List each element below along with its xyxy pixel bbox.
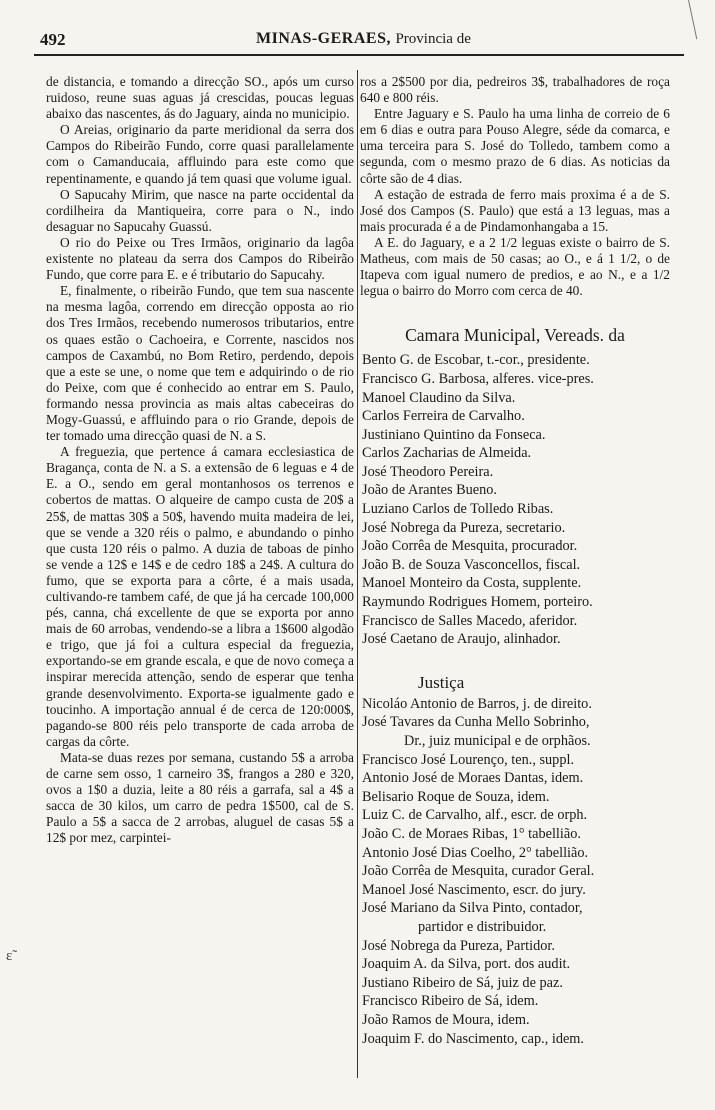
page-number: 492 <box>40 30 66 49</box>
roster-line: Manoel José Nascimento, escr. do jury. <box>362 881 586 898</box>
running-title-rest: Provincia de <box>395 31 471 47</box>
roster-line: José Nobrega da Pureza, secretario. <box>362 519 566 536</box>
edge-mark <box>688 0 698 39</box>
paragraph: A E. do Jaguary, e a 2 1/2 leguas existe o bairro de S. Matheus, com mais de 50 casas; ao O., e á 1 1/2, o de Itapeva com igual numero de predios, e ao N., e a 1/2 legua o bairro do Morro com cerca de 40. <box>360 234 670 299</box>
roster-line: Justiano Ribeiro de Sá, juiz de paz. <box>362 974 563 991</box>
roster-line: João Corrêa de Mesquita, curador Geral. <box>362 863 595 880</box>
roster-line: Joaquim A. da Silva, port. dos audit. <box>362 956 571 973</box>
roster-line: Belisario Roque de Souza, idem. <box>362 788 550 805</box>
paragraph: O rio do Peixe ou Tres Irmãos, originario da lagôa existente no plateau da serra dos Campos do Ribeirão Fundo, que corre para E. e é tributario do Sapucahy. <box>46 234 354 283</box>
roster-line: João C. de Moraes Ribas, 1° tabellião. <box>362 825 581 842</box>
paragraph: O Areias, originario da parte meridional da serra dos Campos do Ribeirão Fundo, corre quasi parallelamente com o Camanducaia, affluindo para este como que repentinamente, e quando já tem quasi que volume igual. <box>46 122 354 186</box>
roster-line: José Mariano da Silva Pinto, contador, <box>362 900 583 917</box>
paragraph: A estação de estrada de ferro mais proxima é a de S. José dos Campos (S. Paulo) que está a 13 leguas, mas a mais procurada é a de Pindamonhangaba a 15. <box>360 186 670 234</box>
roster-line: Manoel Claudino da Silva. <box>362 389 516 406</box>
roster-line: partidor e distribuidor. <box>418 918 547 935</box>
roster-line: João Corrêa de Mesquita, procurador. <box>362 538 578 555</box>
header-rule <box>34 54 684 56</box>
roster-line: Bento G. de Escobar, t.-cor., presidente. <box>362 352 590 369</box>
running-title <box>256 30 471 48</box>
left-column <box>46 74 354 847</box>
paragraph: Entre Jaguary e S. Paulo ha uma linha de correio de 6 em 6 dias e outra para Pouso Alegre, séde da comarca, e uma terceira para S. José do Tolledo, tambem como a segunda, com o mesmo prazo de 6 dias. As noticias da côrte são de 4 dias. <box>360 106 670 186</box>
roster-line: José Nobrega da Pureza, Partidor. <box>362 937 555 954</box>
column-divider <box>357 70 358 1078</box>
roster-line: Antonio José de Moraes Dantas, idem. <box>362 770 584 787</box>
paragraph: O Sapucahy Mirim, que nasce na parte occidental da cordilheira da Mantiqueira, corre para o N., indo desaguar no Sapucahy Guassú. <box>46 186 354 234</box>
running-title-bold: MINAS-GERAES, <box>256 30 391 47</box>
roster-line: Francisco G. Barbosa, alferes. vice-pres. <box>362 370 594 387</box>
margin-mark: ɛ̃ <box>6 948 13 964</box>
camara-roster <box>360 351 670 649</box>
roster-line: Francisco Ribeiro de Sá, idem. <box>362 993 539 1010</box>
roster-line: Francisco José Lourenço, ten., suppl. <box>362 751 575 768</box>
roster-line: Carlos Zacharias de Almeida. <box>362 445 532 462</box>
roster-line: João de Arantes Bueno. <box>362 482 497 499</box>
roster-line: Antonio José Dias Coelho, 2° tabellião. <box>362 844 589 861</box>
roster-line: João B. de Souza Vasconcellos, fiscal. <box>362 556 581 573</box>
roster-line: José Caetano de Araujo, alinhador. <box>362 631 561 648</box>
paragraph: ros a 2$500 por dia, pedreiros 3$, trabalhadores de roça 640 e 800 réis. <box>360 74 670 106</box>
paragraph: de distancia, e tomando a direcção SO., após um curso ruidoso, reune suas aguas já crescidas, poucas leguas abaixo das nascentes, ás do Jaguary, ainda no municipio. <box>46 74 354 122</box>
roster-line: Raymundo Rodrigues Homem, porteiro. <box>362 594 593 611</box>
paragraph: E, finalmente, o ribeirão Fundo, que tem sua nascente na mesma lagôa, correndo em direcção opposta ao rio dos Tres Irmãos, recebendo numerosos tributarios, entre os quaes estão o Cachoeira, e Corrente, nascidos nos campos de Caxambú, no Bom Retiro, perdendo, depois que a este se une, o nome que tem e adquirindo o de rio do Peixe, com que é conhecido ao entrar em S. Paulo, formando nessa provincia as mais altas cabeceiras do Mogy-Guassú, e affluindo para o rio Grande, depois de ter tomado uma direcção quasi de N. a S. <box>46 283 354 444</box>
roster-line: Carlos Ferreira de Carvalho. <box>362 408 525 425</box>
roster-line: Joaquim F. do Nascimento, cap., idem. <box>362 1030 585 1047</box>
justica-roster <box>360 695 670 1048</box>
roster-line: José Tavares da Cunha Mello Sobrinho, <box>362 714 590 731</box>
roster-line: Luziano Carlos de Tolledo Ribas. <box>362 501 554 518</box>
roster-line: Nicoláo Antonio de Barros, j. de direito. <box>362 695 592 712</box>
roster-line: Luiz C. de Carvalho, alf., escr. de orph. <box>362 807 588 824</box>
roster-line: Dr., juiz municipal e de orphãos. <box>404 733 591 749</box>
roster-line: João Ramos de Moura, idem. <box>362 1011 530 1028</box>
justica-title: Justiça <box>418 672 465 692</box>
paragraph: Mata-se duas rezes por semana, custando 5$ a arroba de carne sem osso, 1 carneiro 3$, frangos a 280 e 320, ovos a 1$0 a duzia, leite a 80 réis a garrafa, sal a 4$ a sacca de 30 kilos, um carro de pedra 1$500, cal de S. Paulo a 5$ a sacca de 2 arrobas, aluguel de casas 5$ a 12$ por mez, carpintei- <box>46 749 354 846</box>
camara-title: Camara Municipal, Vereads. da <box>405 325 625 346</box>
paragraph: A freguezia, que pertence á camara ecclesiastica de Bragança, conta de N. a S. a extensão de 6 leguas e 4 de E. a O., sendo em geral montanhosos os terrenos e cobertos de mattas. O alqueire de campo custa de 20$ a 25$, de mattas 30$ a 50$, havendo muita madeira de lei, que se vende a 320 réis o palmo, e abundando o pinho que custa 120 réis o palmo. A duzia de taboas de pinho se vende a 12$ e 14$ e de cedro 18$ a 24$. A cultura do fumo, que se exporta para a côrte, é a mais usada, cultivando-re tambem café, de que já ha cercade 100,000 pés, canna, chá excellente de que se exporta por anno mais de 60 arrobas, vendendo-se a libra a 1$600 algodão e trigo, que já foi a cultura especial da freguezia, exportando-se em grande escala, e que de novo começa a inspirar merecida attenção, sendo de esperar que tenha grande desenvolvimento. Exporta-se igualmente gado e toucinho. A importação annual é de cerca de 120:000$, pagando-se 800 réis pelo transporte de cada arroba de cargas da côrte. <box>46 444 354 749</box>
roster-line: Francisco de Salles Macedo, aferidor. <box>362 612 578 629</box>
page-header <box>34 28 684 54</box>
roster-line: José Theodoro Pereira. <box>362 463 494 480</box>
roster-line: Manoel Monteiro da Costa, supplente. <box>362 575 582 592</box>
roster-line: Justiniano Quintino da Fonseca. <box>362 426 546 443</box>
right-column <box>360 74 670 1048</box>
